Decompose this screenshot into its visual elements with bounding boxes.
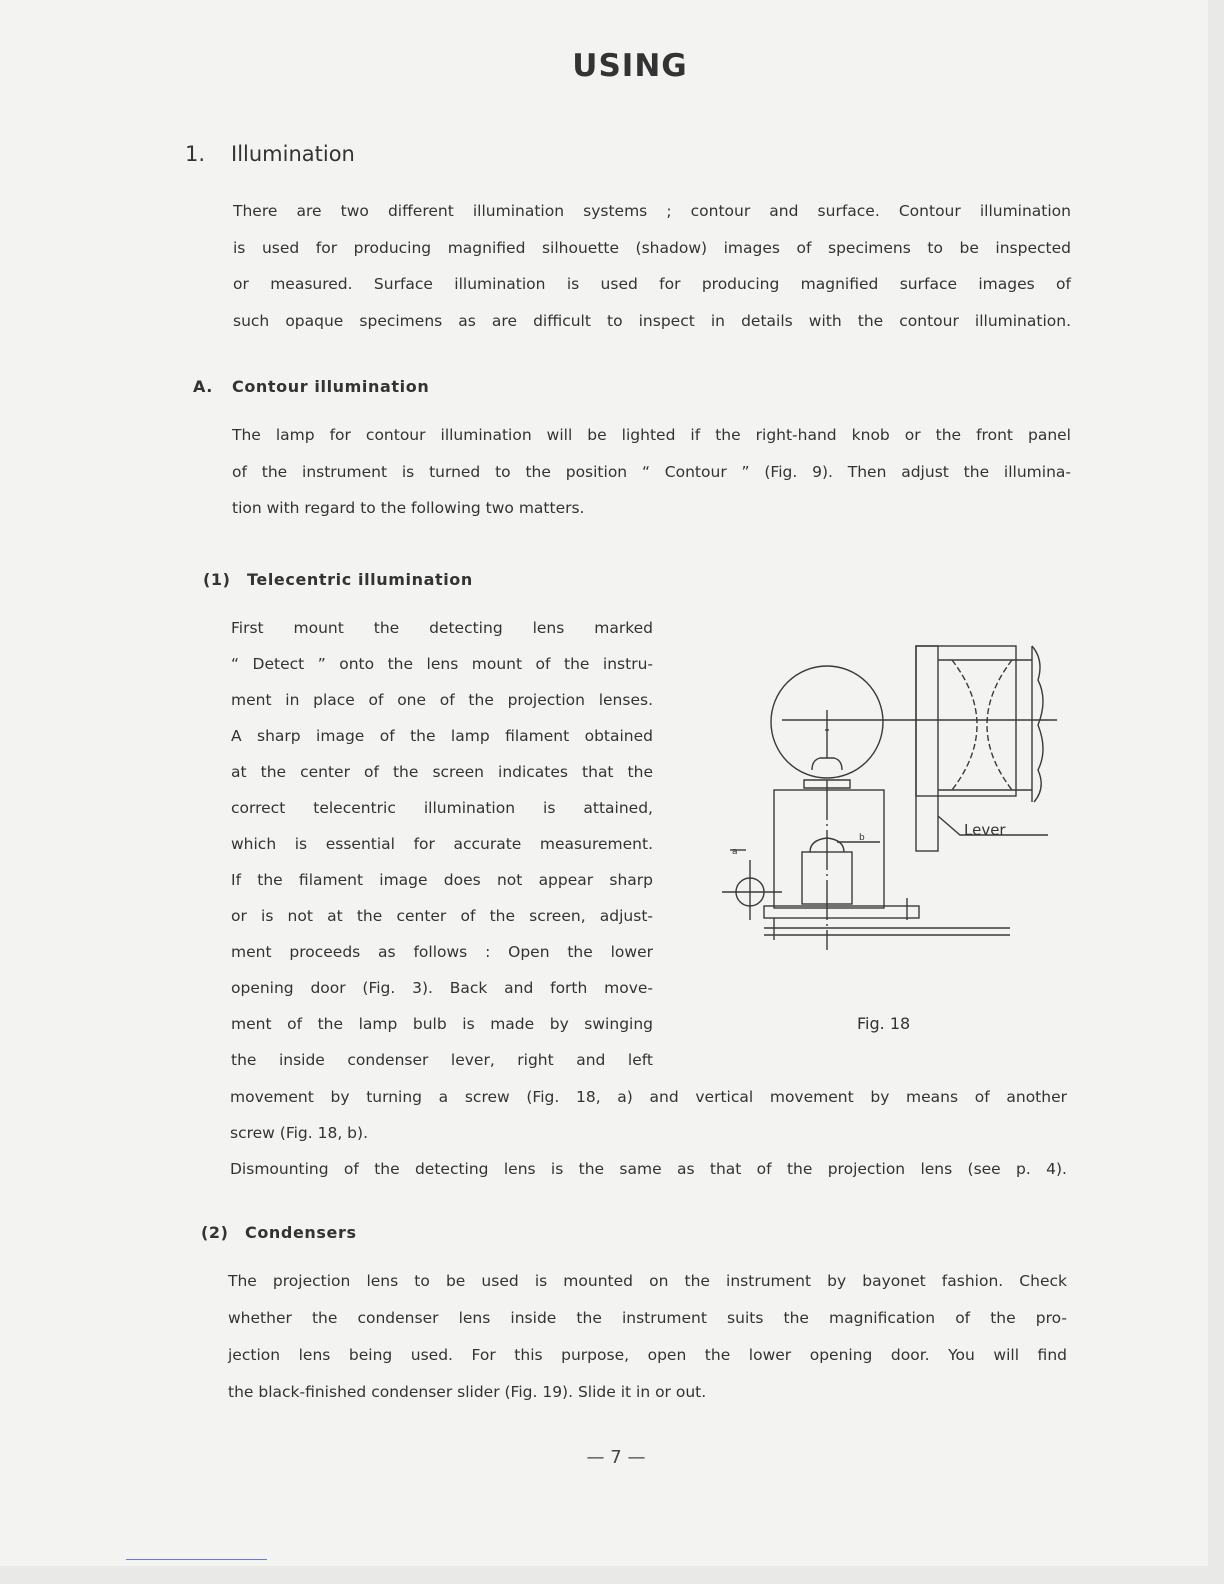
full-line: screw (Fig. 18, b). — [230, 1124, 368, 1142]
contour-line: tion with regard to the following two matters. — [232, 499, 585, 517]
subsection-heading-contour — [193, 377, 429, 396]
section-title: Illumination — [231, 142, 355, 166]
telecentric-full-paragraph — [230, 1079, 1067, 1187]
column-line: “ Detect ” onto the lens mount of the instru- — [231, 655, 653, 673]
page-number: — 7 — — [586, 1447, 646, 1468]
intro-line: such opaque specimens as are difficult to inspect in details with the contour illumination. — [233, 311, 1071, 330]
column-line: correct telecentric illumination is attained, — [231, 799, 653, 817]
condensers-line: whether the condenser lens inside the instrument suits the magnification of the pro- — [228, 1309, 1067, 1327]
subsection-heading-telecentric — [203, 570, 473, 589]
column-line: ment of the lamp bulb is made by swinging — [231, 1015, 653, 1033]
condensers-line: the black-finished condenser slider (Fig. 19). Slide it in or out. — [228, 1383, 707, 1401]
column-line: or is not at the center of the screen, adjust- — [231, 907, 653, 925]
column-line: If the filament image does not appear sharp — [231, 871, 653, 889]
subsection-marker: (1) — [203, 570, 231, 589]
full-line: movement by turning a screw (Fig. 18, a) and vertical movement by means of another — [230, 1088, 1067, 1106]
subsection-title: Condensers — [245, 1223, 357, 1242]
subsection-title: Telecentric illumination — [247, 570, 473, 589]
section-number: 1. — [185, 142, 206, 166]
contour-paragraph — [232, 417, 1071, 527]
section-heading-illumination — [185, 142, 355, 166]
contour-line: The lamp for contour illumination will be lighted if the right-hand knob or the front panel — [232, 426, 1071, 444]
column-line: opening door (Fig. 3). Back and forth move- — [231, 979, 653, 997]
intro-paragraph — [233, 193, 1071, 339]
intro-line: is used for producing magnified silhouette (shadow) images of specimens to be inspected — [233, 238, 1071, 257]
figure-label-b: b — [859, 833, 865, 843]
condensers-paragraph — [228, 1263, 1067, 1411]
column-line: the inside condenser lever, right and left — [231, 1051, 653, 1069]
footer-rule — [126, 1559, 267, 1560]
page-title: USING — [572, 48, 688, 84]
condensers-line: The projection lens to be used is mounted on the instrument by bayonet fashion. Check — [228, 1272, 1067, 1290]
closing-line: Dismounting of the detecting lens is the same as that of the projection lens (see p. 4). — [230, 1160, 1067, 1178]
column-line: First mount the detecting lens marked — [231, 619, 653, 637]
column-line: ment proceeds as follows : Open the lower — [231, 943, 653, 961]
column-line: which is essential for accurate measurement. — [231, 835, 653, 853]
figure-caption: Fig. 18 — [857, 1014, 911, 1033]
figure-label-lever: Lever — [964, 821, 1006, 839]
intro-line: There are two different illumination systems ; contour and surface. Contour illumination — [233, 202, 1071, 220]
column-line: A sharp image of the lamp filament obtained — [231, 727, 653, 745]
column-line: ment in place of one of the projection lenses. — [231, 691, 653, 709]
subsection-title: Contour illumination — [232, 377, 430, 396]
condensers-line: jection lens being used. For this purpose, open the lower opening door. You will find — [228, 1346, 1067, 1364]
subsection-marker: A. — [193, 377, 213, 396]
figure-18-diagram — [712, 630, 1072, 950]
contour-line: of the instrument is turned to the position “ Contour ” (Fig. 9). Then adjust the illumina- — [232, 462, 1071, 481]
figure-label-a: a — [732, 847, 738, 857]
telecentric-column — [231, 610, 653, 1078]
intro-line: or measured. Surface illumination is used for producing magnified surface images of — [233, 275, 1071, 293]
subsection-heading-condensers — [201, 1223, 357, 1242]
column-line: at the center of the screen indicates that the — [231, 763, 653, 781]
subsection-marker: (2) — [201, 1223, 229, 1242]
